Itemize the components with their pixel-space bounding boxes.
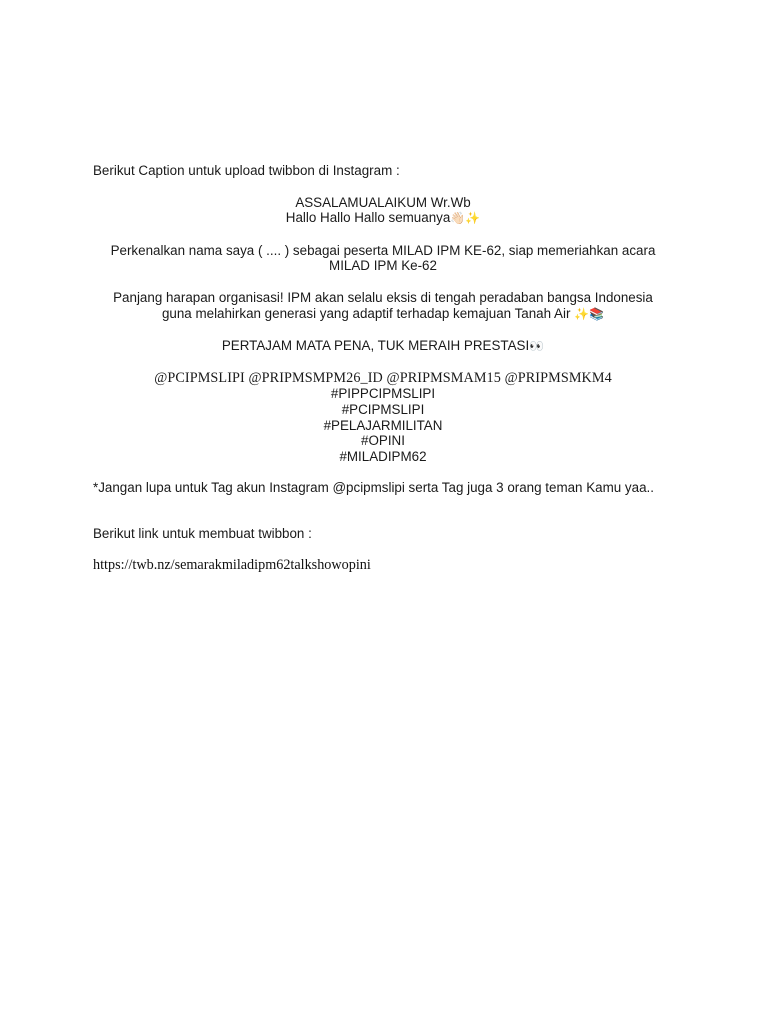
spacer [93, 322, 673, 338]
spacer [93, 179, 673, 195]
intro-text: Berikut Caption untuk upload twibbon di Instagram : [93, 163, 400, 178]
spacer [93, 496, 673, 526]
intro-paragraph-line-2: MILAD IPM Ke-62 [329, 258, 437, 274]
greeting-text: Hallo Hallo Hallo semuanya [285, 210, 451, 226]
mentions: @PCIPMSLIPI @PRIPMSMPM26_ID @PRIPMSMAM15 @PRIPMSMKM4 [154, 369, 612, 386]
hope-line-1: Panjang harapan organisasi! IPM akan selalu eksis di tengah peradaban bangsa Indonesia [113, 289, 653, 305]
twibbon-link[interactable]: https://twb.nz/semarakmiladipm62talkshowopini [93, 556, 371, 573]
hashtag: #PCIPMSLIPI [341, 401, 425, 417]
tags-block [93, 371, 673, 465]
greeting-line-2 [93, 210, 673, 227]
slogan [93, 338, 673, 355]
spacer [93, 542, 673, 558]
hashtag: #OPINI [361, 433, 405, 449]
tag-note: *Jangan lupa untuk Tag akun Instagram @pcipmslipi serta Tag juga 3 orang teman Kamu yaa.. [93, 480, 654, 496]
spacer [93, 274, 673, 290]
hashtag: #MILADIPM62 [339, 448, 427, 464]
hope-text: guna melahirkan generasi yang adaptif terhadap kemajuan Tanah Air [161, 305, 571, 321]
eyes-emoji-icon: 👀 [529, 339, 545, 354]
greeting-line-1: ASSALAMUALAIKUM Wr.Wb [295, 194, 471, 210]
sparkle-books-emoji-icon: ✨📚 [574, 306, 605, 321]
spacer [93, 355, 673, 371]
link-intro: Berikut link untuk membuat twibbon : [93, 525, 312, 541]
spacer [93, 464, 673, 480]
document-content [93, 163, 673, 573]
hashtag: #PIPPCIPMSLIPI [330, 386, 436, 402]
slogan-text: PERTAJAM MATA PENA, TUK MERAIH PRESTASI [221, 338, 530, 354]
wave-sparkle-emoji-icon: 👋🏻✨ [450, 211, 481, 226]
hashtag: #PELAJARMILITAN [323, 417, 443, 433]
hope-line-2 [93, 306, 673, 323]
spacer [93, 227, 673, 243]
intro-paragraph-line-1: Perkenalkan nama saya ( .... ) sebagai peserta MILAD IPM KE-62, siap memeriahkan acara [110, 242, 656, 258]
